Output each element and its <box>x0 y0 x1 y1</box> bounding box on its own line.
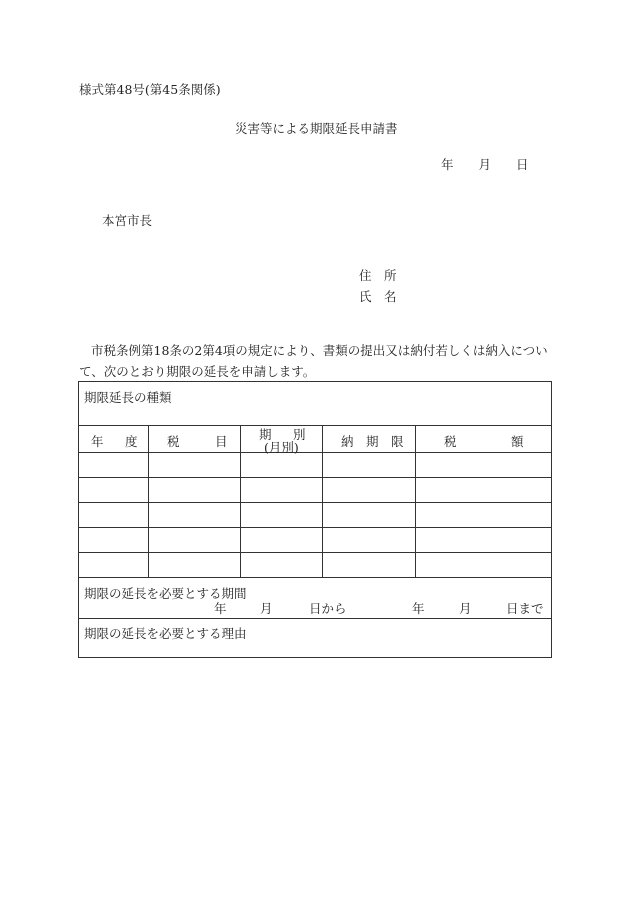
period-from-year: 年 <box>214 601 227 616</box>
body-text: 市税条例第18条の2第4項の規定により、書類の提出又は納付若しくは納入について、次のとおり期限の延長を申請します。 <box>79 343 548 379</box>
page-title: 災害等による期限延長申請書 <box>235 121 398 136</box>
period-to-month: 月 <box>459 601 472 616</box>
date-year: 年 <box>441 157 454 172</box>
period-to-year: 年 <box>412 601 425 616</box>
header-period-sub: (月別) <box>264 440 299 455</box>
date-day: 日 <box>516 157 529 172</box>
header-amount-b: 額 <box>511 434 524 449</box>
reason-label: 期限の延長を必要とする理由 <box>84 626 247 641</box>
header-period-b: 別 <box>293 427 306 442</box>
form-code: 様式第48号(第45条関係) <box>79 82 221 97</box>
header-period-a: 期 <box>259 427 272 442</box>
date-line <box>441 155 529 173</box>
period-needed-label: 期限の延長を必要とする期間 <box>84 586 247 601</box>
header-due: 納 期 限 <box>341 434 404 449</box>
period-from-month: 月 <box>260 601 273 616</box>
addressee: 本宮市長 <box>102 213 153 228</box>
header-tax-a: 税 <box>167 434 180 449</box>
address-label: 住 所 <box>359 268 397 283</box>
header-amount-a: 税 <box>444 434 457 449</box>
header-tax-b: 目 <box>215 434 228 449</box>
header-year-b: 度 <box>125 434 138 449</box>
name-label: 氏 名 <box>359 289 397 304</box>
application-table <box>78 381 552 658</box>
date-month: 月 <box>478 157 492 172</box>
period-to-day: 日まで <box>506 601 544 616</box>
type-label: 期限延長の種類 <box>84 390 172 405</box>
period-from-day: 日から <box>309 601 347 616</box>
header-year-a: 年 <box>91 434 104 449</box>
